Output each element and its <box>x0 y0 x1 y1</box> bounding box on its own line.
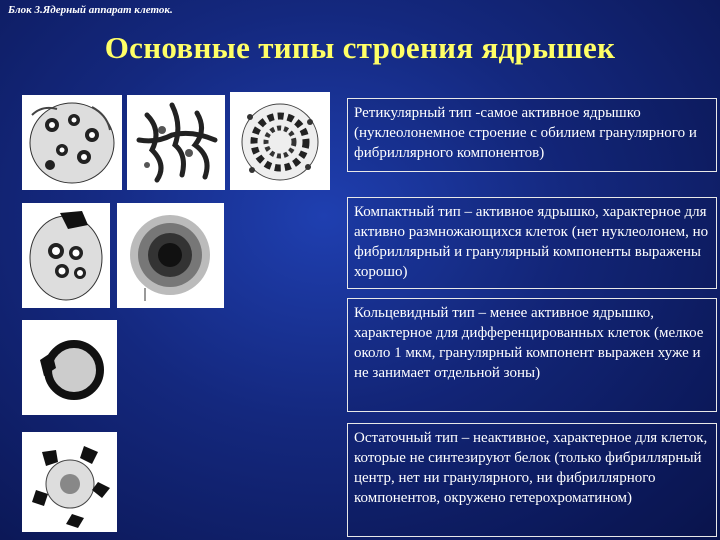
block-label: Блок 3.Ядерный аппарат клеток. <box>8 4 173 16</box>
micrograph-residual <box>22 432 117 532</box>
micrograph-ring <box>22 320 117 415</box>
description-reticular: Ретикулярный тип -самое активное ядрышко (нуклеолонемное строение с обилием гранулярного и фибриллярного компонентов) <box>347 98 717 172</box>
page-title: Основные типы строения ядрышек <box>104 30 616 65</box>
description-ring: Кольцевидный тип – менее активное ядрышко, характерное для дифференцированных клеток (мелкое около 1 мкм, гранулярный компонент выражен хуже и не занимает отдельной зоны) <box>347 298 717 412</box>
description-compact: Компактный тип – активное ядрышко, характерное для активно размножающихся клеток (нет нуклеолонем, но фибриллярный и гранулярный компоненты выражены хорошо) <box>347 197 717 289</box>
micrograph-compact-2 <box>117 203 224 308</box>
micrograph-reticular-2 <box>127 95 225 190</box>
micrograph-reticular-3 <box>230 92 330 190</box>
micrograph-compact-1 <box>22 203 110 308</box>
description-residual: Остаточный тип – неактивное, характерное для клеток, которые не синтезируют белок (только фибриллярный центр, нет ни гранулярного, ни фибриллярного компонентов, окружено гетерохроматином) <box>347 423 717 537</box>
micrograph-reticular-1 <box>22 95 122 190</box>
